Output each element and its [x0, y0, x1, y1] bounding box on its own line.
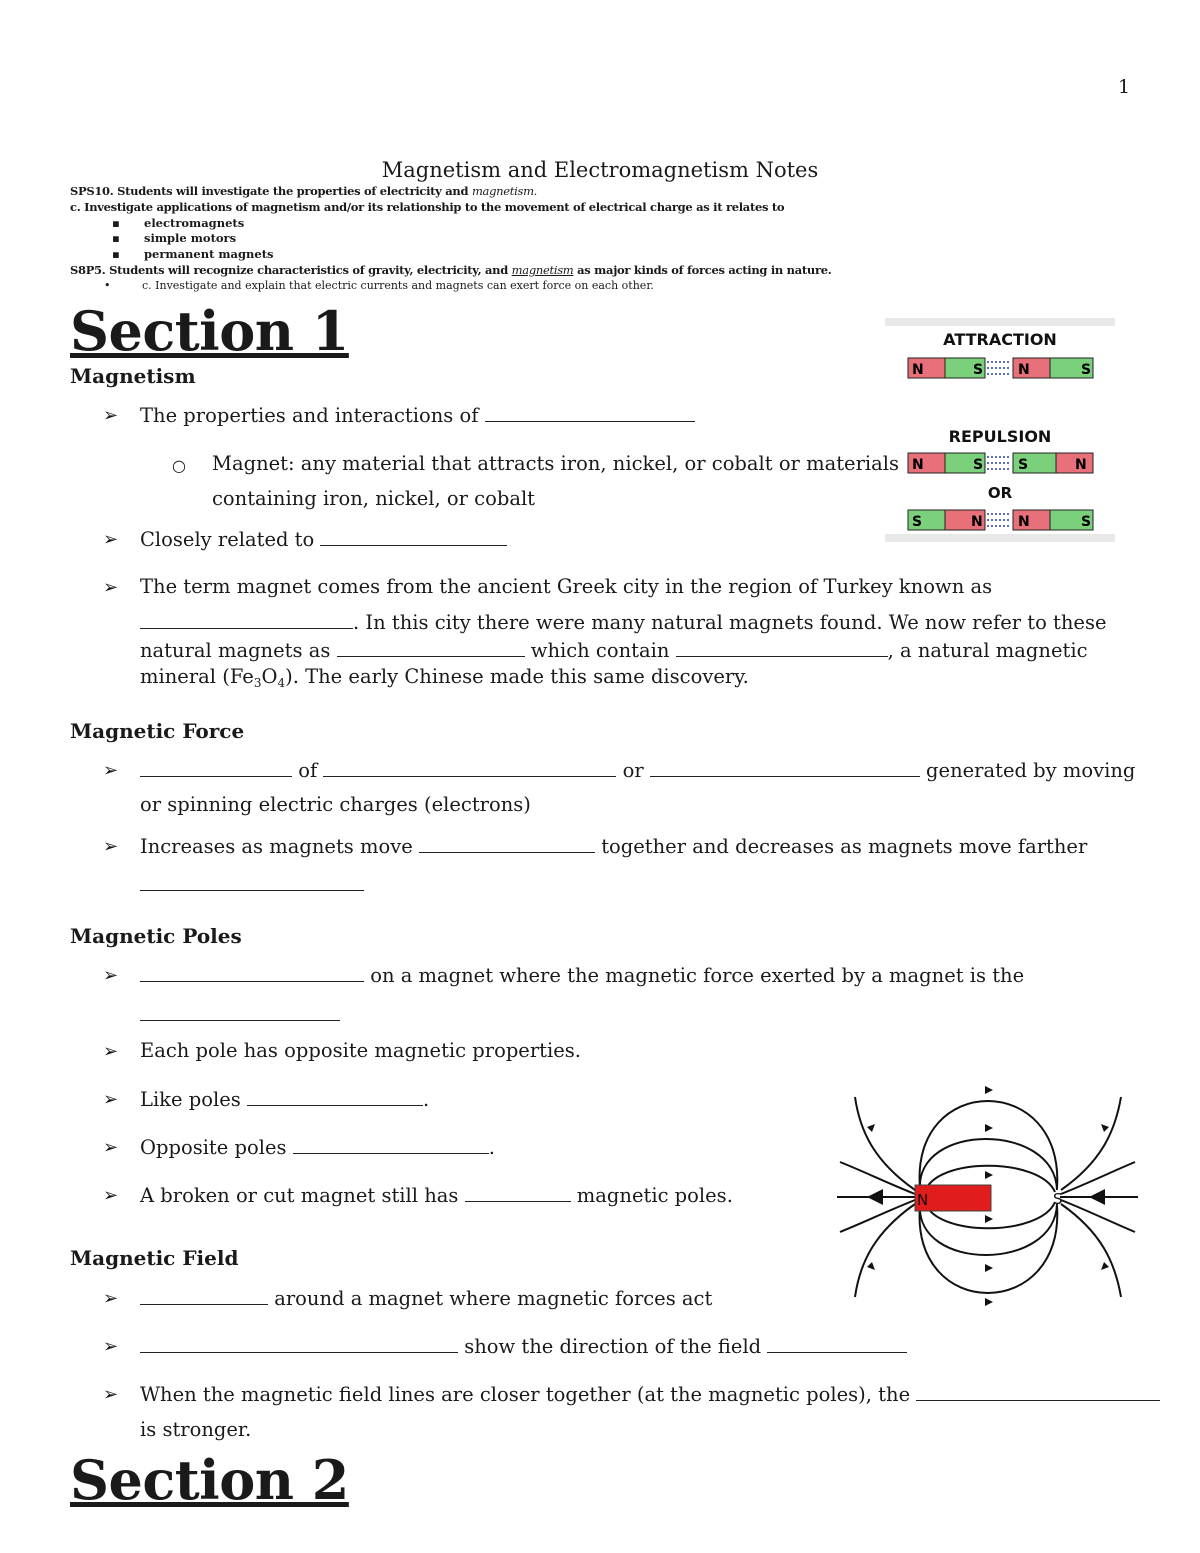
bullet-text: Each pole has opposite magnetic properties.: [140, 1039, 581, 1062]
list-item-text: simple motors: [144, 231, 237, 245]
text: , a natural magnetic: [887, 639, 1088, 662]
section-1-heading: Section 1: [70, 299, 349, 363]
pole-s: S: [973, 362, 984, 378]
bullet-text: [140, 1087, 429, 1112]
page-number: 1: [1118, 76, 1131, 98]
pole-n: N: [971, 514, 983, 530]
arrow-bullet-icon: ➢: [103, 1137, 119, 1158]
bullet-text: [140, 963, 1024, 988]
period: .: [488, 1136, 495, 1159]
pole-n: N: [912, 362, 924, 378]
bullet-text: [140, 1334, 907, 1359]
standard-s8p5: [70, 263, 831, 277]
arrow-bullet-icon: ➢: [103, 577, 119, 598]
blank: [650, 758, 920, 777]
text: show the direction of the field: [464, 1335, 762, 1358]
list-item-text: permanent magnets: [144, 247, 274, 261]
blank: [140, 872, 364, 891]
s8p5-italic: magnetism: [511, 263, 574, 277]
text: mineral (Fe: [140, 665, 254, 688]
page-title: Magnetism and Electromagnetism Notes: [381, 158, 819, 182]
text: When the magnetic field lines are closer together (at the magnetic poles), the: [140, 1383, 911, 1406]
bullet-text-cont: is stronger.: [140, 1418, 252, 1441]
blank: [140, 758, 292, 777]
list-item: ▪ electromagnets: [112, 216, 245, 230]
blank: [337, 638, 525, 657]
text: together and decreases as magnets move farther: [601, 835, 1088, 858]
standard-sps10: [70, 184, 537, 198]
bullet-text: [140, 1286, 712, 1311]
list-item: ▪ permanent magnets: [112, 247, 274, 261]
text: of: [298, 759, 318, 782]
field-pole-n: N: [917, 1191, 929, 1209]
sub-bullet-text: Magnet: any material that attracts iron, nickel, or cobalt or materials: [212, 452, 899, 475]
pole-n: N: [912, 457, 924, 473]
bullet-text: [140, 1183, 733, 1208]
s8p5-pre: S8P5. Students will recognize characteristics of gravity, electricity, and: [70, 263, 508, 277]
standard-sps10c: c. Investigate applications of magnetism and/or its relationship to the movement of electrical charge as it relates to: [70, 200, 785, 214]
blank: [767, 1334, 907, 1353]
bullet-text-cont: [140, 1002, 340, 1027]
blank: [419, 834, 595, 853]
or-label: OR: [987, 484, 1013, 502]
pole-s: S: [1081, 362, 1092, 378]
blank: [140, 1002, 340, 1021]
blank: [140, 963, 364, 982]
blank: [323, 758, 616, 777]
text: . In this city there were many natural magnets found. We now refer to these: [353, 611, 1107, 634]
arrow-bullet-icon: ➢: [103, 1288, 119, 1309]
arrow-bullet-icon: ➢: [103, 760, 119, 781]
blank: [247, 1087, 423, 1106]
text: Increases as magnets move: [140, 835, 413, 858]
text: magnetic poles.: [576, 1184, 733, 1207]
section-2-heading: Section 2: [70, 1448, 349, 1512]
heading-magnetic-force: Magnetic Force: [70, 719, 245, 743]
text: A broken or cut magnet still has: [140, 1184, 459, 1207]
blank: [485, 403, 695, 422]
arrow-bullet-icon: ➢: [103, 1185, 119, 1206]
blank: [320, 527, 507, 546]
sps10-text: SPS10. Students will investigate the properties of electricity and: [70, 184, 469, 198]
text: Like poles: [140, 1088, 241, 1111]
blank: [293, 1135, 489, 1154]
pole-n: N: [1018, 514, 1030, 530]
arrow-bullet-icon: ➢: [103, 836, 119, 857]
pole-s: S: [973, 457, 984, 473]
heading-magnetism: Magnetism: [70, 364, 196, 388]
bullet-text-cont: [140, 610, 1107, 635]
blank: [916, 1382, 1160, 1401]
heading-magnetic-field: Magnetic Field: [70, 1246, 239, 1270]
text: O: [261, 665, 278, 688]
list-item-text: electromagnets: [144, 216, 245, 230]
arrow-bullet-icon: ➢: [103, 965, 119, 986]
repulsion-label: REPULSION: [948, 427, 1052, 446]
bullet-text: [140, 1135, 495, 1160]
blank: [140, 610, 353, 629]
bullet-text: [140, 758, 1135, 783]
arrow-bullet-icon: ➢: [103, 1041, 119, 1062]
blank: [465, 1183, 571, 1202]
text: which contain: [530, 639, 670, 662]
subscript: 3: [253, 676, 262, 690]
arrow-bullet-icon: ➢: [103, 405, 119, 426]
s8p5c-text: c. Investigate and explain that electric currents and magnets can exert force on each other.: [142, 279, 654, 292]
sps10-italic: magnetism.: [471, 184, 538, 198]
pole-s: S: [1018, 457, 1029, 473]
text: on a magnet where the magnetic force exerted by a magnet is the: [370, 964, 1025, 987]
pole-n: N: [1018, 362, 1030, 378]
subscript: 4: [277, 676, 286, 690]
arrow-bullet-icon: ➢: [103, 529, 119, 550]
text: natural magnets as: [140, 639, 331, 662]
blank: [676, 638, 888, 657]
s8p5-post: as major kinds of forces acting in nature.: [577, 263, 832, 277]
bullet-text: [140, 403, 695, 428]
text: Opposite poles: [140, 1136, 287, 1159]
text: generated by moving: [926, 759, 1136, 782]
bullet-text-cont: or spinning electric charges (electrons): [140, 793, 531, 816]
bullet-text: The term magnet comes from the ancient Greek city in the region of Turkey known as: [140, 575, 993, 598]
bullet-text: [140, 1382, 1160, 1407]
blank: [140, 1286, 268, 1305]
text: or: [622, 759, 644, 782]
text: around a magnet where magnetic forces act: [274, 1287, 713, 1310]
field-pole-s: S: [1053, 1190, 1063, 1208]
list-item: ▪ simple motors: [112, 231, 237, 245]
arrow-bullet-icon: ➢: [103, 1336, 119, 1357]
blank: [140, 1334, 458, 1353]
bullet-text: [140, 834, 1087, 859]
magnetic-field-figure: [835, 1082, 1140, 1307]
bullet-text-cont: [140, 665, 749, 689]
attraction-label: ATTRACTION: [943, 330, 1057, 349]
arrow-bullet-icon: ➢: [103, 1089, 119, 1110]
arrow-bullet-icon: ➢: [103, 1384, 119, 1405]
bullet-text: [140, 527, 507, 552]
pole-n: N: [1075, 457, 1087, 473]
text: ). The early Chinese made this same discovery.: [285, 665, 749, 688]
sub-bullet-text: containing iron, nickel, or cobalt: [212, 487, 536, 510]
standard-s8p5c: • c. Investigate and explain that electric currents and magnets can exert force on each other.: [104, 279, 654, 292]
attraction-repulsion-figure: [885, 318, 1115, 542]
bullet-text-cont: [140, 638, 1087, 663]
bullet-text-cont: [140, 872, 364, 897]
text: The properties and interactions of: [140, 404, 479, 427]
pole-s: S: [1081, 514, 1092, 530]
pole-s: S: [912, 514, 923, 530]
circle-bullet-icon: ○: [172, 456, 186, 475]
period: .: [422, 1088, 430, 1111]
heading-magnetic-poles: Magnetic Poles: [70, 924, 242, 948]
text: Closely related to: [140, 528, 315, 551]
